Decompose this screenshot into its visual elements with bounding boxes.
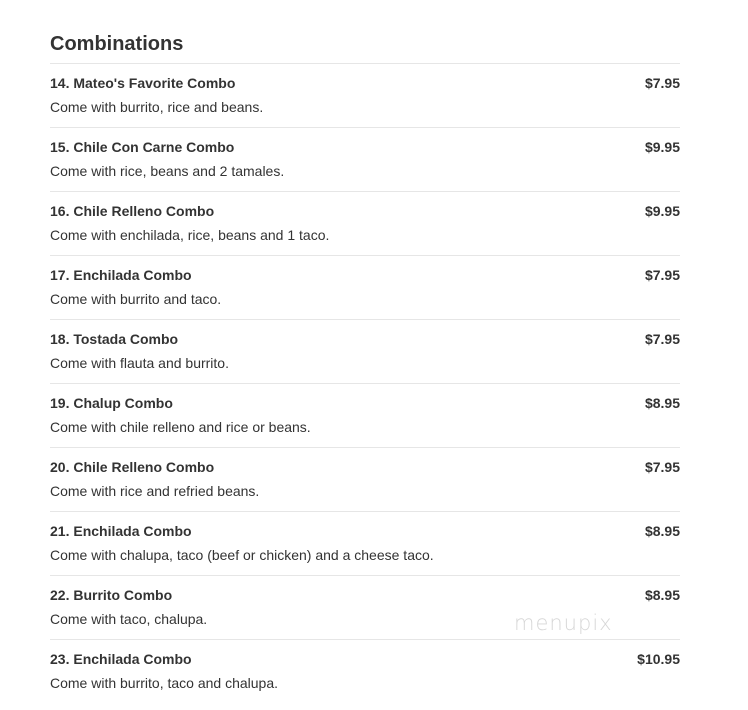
item-name: 20. Chile Relleno Combo [50, 459, 215, 475]
item-name: 15. Chile Con Carne Combo [50, 139, 235, 155]
item-description: Come with rice and refried beans. [50, 483, 260, 499]
menu-item [50, 384, 680, 448]
menu-item [50, 448, 680, 512]
menu-item [50, 128, 680, 192]
item-price: $7.95 [644, 459, 680, 475]
item-price: $10.95 [637, 651, 680, 667]
item-description: Come with chile relleno and rice or beans. [50, 419, 311, 435]
menu-item [50, 640, 680, 703]
menu-item [50, 256, 680, 320]
item-description: Come with flauta and burrito. [50, 355, 229, 371]
item-description: Come with burrito, taco and chalupa. [50, 675, 279, 691]
section-title: Combinations [50, 32, 680, 64]
item-price: $8.95 [644, 523, 680, 539]
menu-section [50, 32, 680, 703]
menu-item [50, 512, 680, 576]
item-name: 17. Enchilada Combo [50, 267, 192, 283]
item-name: 16. Chile Relleno Combo [50, 203, 215, 219]
item-name: 14. Mateo's Favorite Combo [50, 75, 236, 91]
item-description: Come with burrito and taco. [50, 291, 222, 307]
item-description: Come with enchilada, rice, beans and 1 taco. [50, 227, 330, 243]
menu-item [50, 192, 680, 256]
item-price: $8.95 [644, 587, 680, 603]
item-description: Come with chalupa, taco (beef or chicken) and a cheese taco. [50, 547, 434, 563]
item-name: 18. Tostada Combo [50, 331, 179, 347]
item-name: 19. Chalup Combo [50, 395, 173, 411]
item-description: Come with burrito, rice and beans. [50, 99, 264, 115]
item-price: $8.95 [644, 395, 680, 411]
menu-item-list [50, 64, 680, 703]
item-price: $9.95 [644, 139, 680, 155]
item-name: 23. Enchilada Combo [50, 651, 192, 667]
menu-item [50, 64, 680, 128]
item-description: Come with taco, chalupa. [50, 611, 208, 627]
item-name: 21. Enchilada Combo [50, 523, 192, 539]
item-price: $7.95 [644, 75, 680, 91]
item-price: $9.95 [644, 203, 680, 219]
item-price: $7.95 [644, 331, 680, 347]
item-name: 22. Burrito Combo [50, 587, 173, 603]
watermark-logo: menupix [514, 611, 613, 635]
menu-item [50, 320, 680, 384]
item-description: Come with rice, beans and 2 tamales. [50, 163, 285, 179]
item-price: $7.95 [644, 267, 680, 283]
